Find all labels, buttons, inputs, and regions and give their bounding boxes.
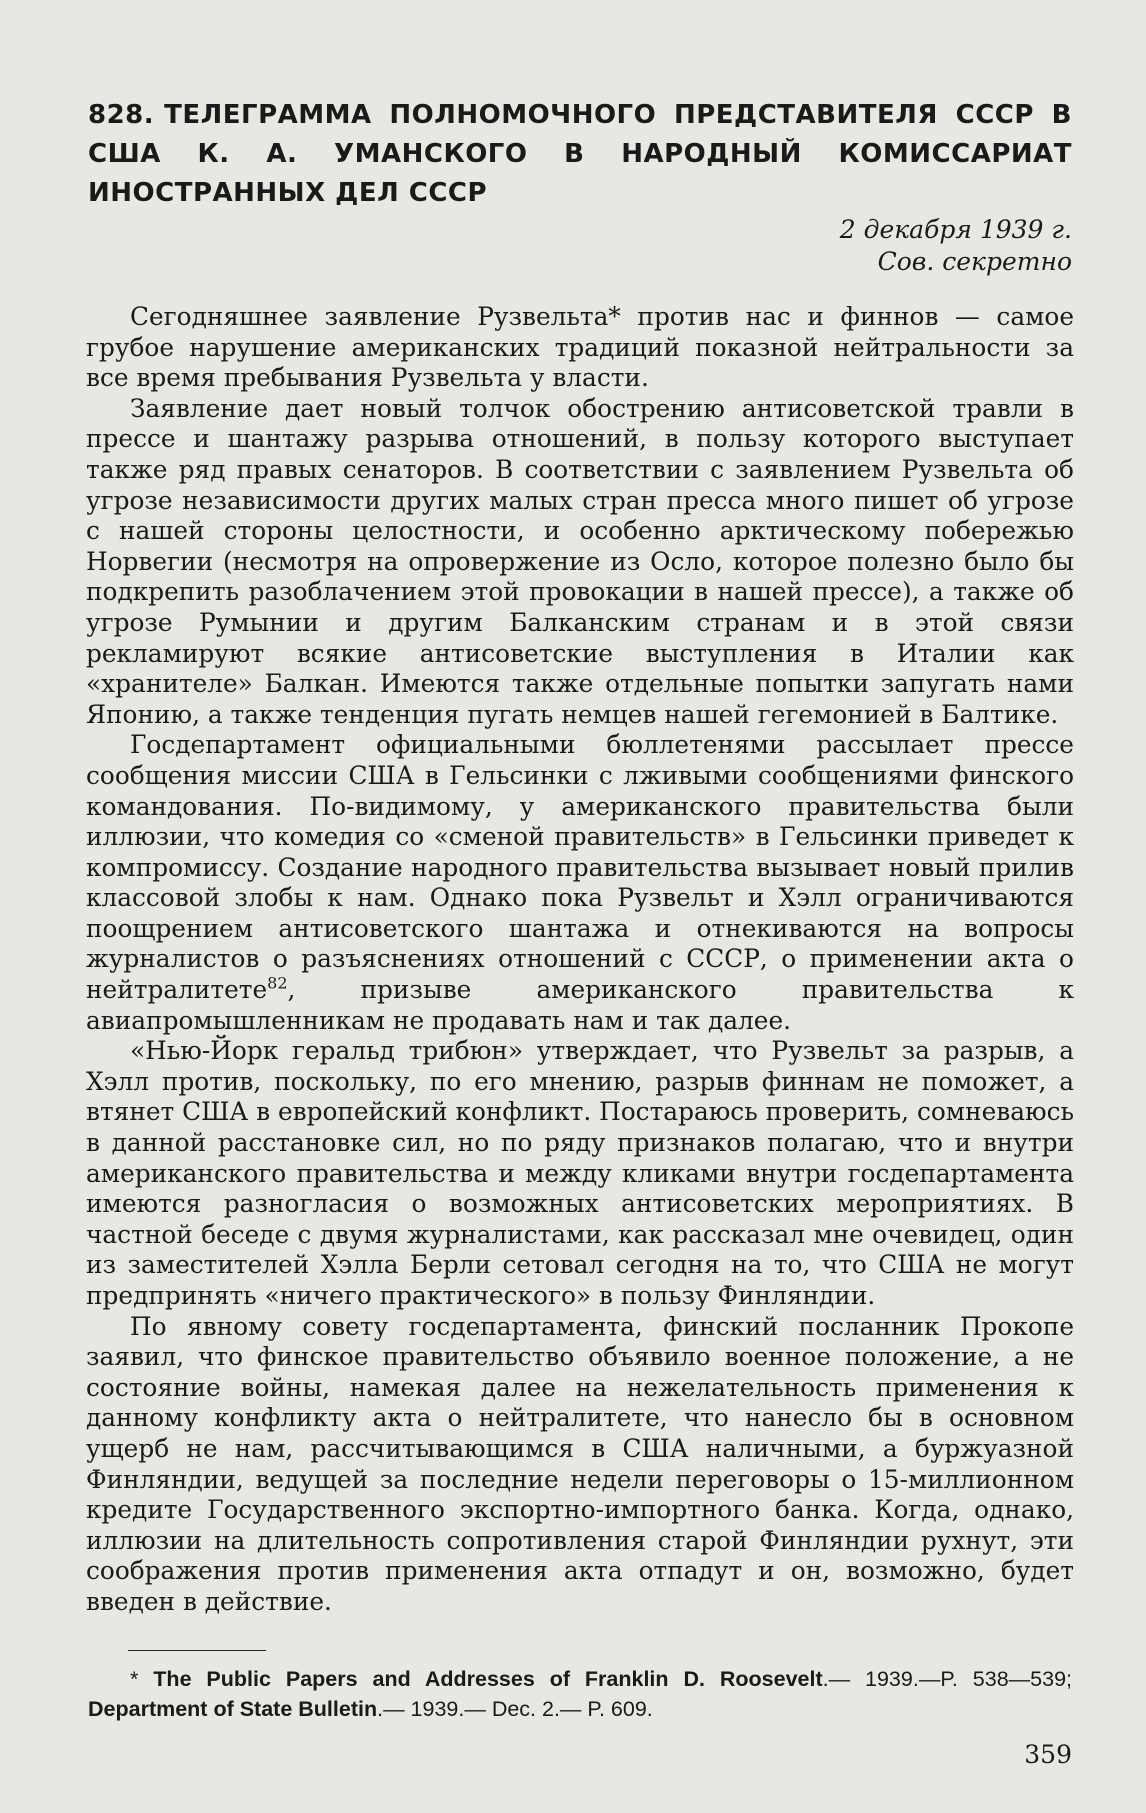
paragraph-1: Сегодняшнее заявление Рузвельта* против нас и финнов — самое грубое нарушение американских традиций показной нейтральности за все время пребывания Рузвельта у власти. xyxy=(86,302,1074,393)
footnote-detail-1: .— 1939.—P. 538—539; xyxy=(822,1667,1072,1691)
page-number: 359 xyxy=(1024,1740,1072,1769)
footnote-source-1: The Public Papers and Addresses of Franklin D. Roosevelt xyxy=(153,1667,823,1691)
telegram-body xyxy=(86,302,1074,1618)
endnote-reference: 82 xyxy=(267,973,288,993)
footnote-marker: * xyxy=(130,1667,139,1691)
classification-mark: Сов. секретно xyxy=(877,247,1072,276)
document-number: 828. xyxy=(88,100,155,130)
document-heading: ТЕЛЕГРАММА ПОЛНОМОЧНОГО ПРЕДСТАВИТЕЛЯ СССР В США К. А. УМАНСКОГО В НАРОДНЫЙ КОМИССАРИАТ ИНОСТРАННЫХ ДЕЛ СССР xyxy=(88,100,1072,208)
paragraph-2: Заявление дает новый толчок обострению антисоветской травли в прессе и шантажу разрыва отношений, в пользу которого выступает также ряд правых сенаторов. В соответствии с заявлением Рузвельта об угрозе независимости других малых стран пресса много пишет об угрозе с нашей стороны целостности, и особенно арктическому побережью Норвегии (несмотря на опровержение из Осло, которое полезно было бы подкрепить разоблачением этой провокации в нашей прессе), а также об угрозе Румынии и другим Балканским странам и в этой связи рекламируют всякие антисоветские выступления в Италии как «хранителе» Балкан. Имеются также отдельные попытки запугать нами Японию, а также тенденция пугать немцев нашей гегемонией в Балтике. xyxy=(86,393,1074,729)
footnote xyxy=(88,1664,1072,1724)
footnote-detail-2: .— 1939.— Dec. 2.— P. 609. xyxy=(377,1697,653,1721)
paragraph-3-text: Госдепартамент официальными бюллетенями рассылает прессе сообщения миссии США в Гельсинки с лживыми сообщениями финского командования. По-видимому, у американского правительства были иллюзии, что комедия со «сменой правительств» в Гельсинки приведет к компромиссу. Создание народного правительства вызывает новый прилив классовой злобы к нам. Однако пока Рузвельт и Хэлл ограничиваются поощрением антисоветского шантажа и отнекиваются на вопросы журналистов о разъяснениях отношений с СССР, о применении акта о нейтралитете xyxy=(86,730,1074,1005)
paragraph-5: По явному совету госдепартамента, финский посланник Прокопе заявил, что финское правительство объявило военное положение, а не состояние войны, намекая далее на нежелательность применения к данному конфликту акта о нейтралитете, что нанесло бы в основном ущерб не нам, рассчитывающимся в США наличными, а буржуазной Финляндии, ведущей за последние недели переговоры о 15-миллионном кредите Государственного экспортно-импортного банка. Когда, однако, иллюзии на длительность сопротивления старой Финляндии рухнут, эти соображения против применения акта отпадут и он, возможно, будет введен в действие. xyxy=(86,1311,1074,1616)
document-title xyxy=(88,96,1072,213)
footnote-divider xyxy=(128,1650,266,1651)
footnote-source-2: Department of State Bulletin xyxy=(88,1697,378,1721)
paragraph-4: «Нью-Йорк геральд трибюн» утверждает, что Рузвельт за разрыв, а Хэлл против, поскольку, по его мнению, разрыв финнам не поможет, а втянет США в европейский конфликт. Постараюсь проверить, сомневаюсь в данной расстановке сил, но по ряду признаков полагаю, что и внутри американского правительства и между кликами внутри госдепартамента имеются разногласия о возможных антисоветских мероприятиях. В частной беседе с двумя журналистами, как рассказал мне очевидец, один из заместителей Хэлла Берли сетовал сегодня на то, что США не могут предпринять «ничего практического» в пользу Финляндии. xyxy=(86,1036,1074,1310)
dateline xyxy=(840,214,1072,278)
paragraph-3 xyxy=(86,730,1074,1036)
paragraph-3-text-end: , призыве американского правительства к авиапромышленникам не продавать нам и так далее. xyxy=(86,975,1074,1035)
document-date: 2 декабря 1939 г. xyxy=(839,215,1072,244)
